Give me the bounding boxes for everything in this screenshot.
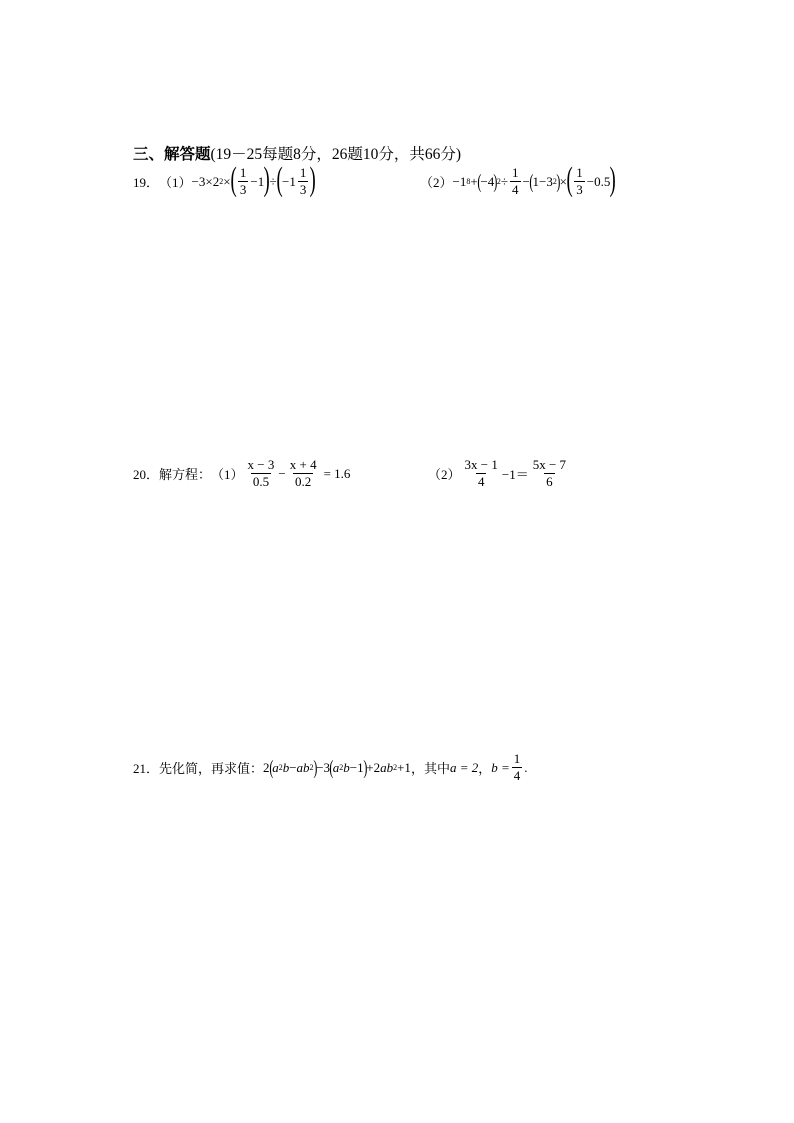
- question-19-part-2: [420, 160, 617, 198]
- question-21-end: .: [524, 759, 528, 775]
- question-21: [133, 752, 528, 783]
- section-heading: [133, 142, 461, 164]
- question-21-condition-b-prefix: b =: [491, 759, 510, 775]
- question-19-part-2-expression: −1 8 + ( −4 ) 2 ÷ $\frac{1}{4}$ − ( 1−3 2 ) × ( $\frac{1}{3}$ −0.5 ): [452, 160, 617, 198]
- question-19-part-1-expression: −3×2 2 × ( $\frac{1}{3}$ −1 ) ÷ ( −1 $\frac{1}{3}$ ): [191, 160, 317, 198]
- question-20-intro: 解方程：: [159, 467, 212, 482]
- question-20-part-2: [428, 458, 570, 489]
- question-21-expression: 2 ( a 2 b − ab 2 ) −3 ( a 2 b −1 ) +2 ab 2 +1: [263, 756, 411, 779]
- section-title: 三、解答题: [133, 146, 211, 163]
- question-19-number: 19．: [133, 175, 160, 190]
- section-score-note: (19－25每题8分，26题10分，共66分): [210, 146, 462, 163]
- question-19-part-1-label: （1）: [159, 175, 192, 190]
- question-21-number: 21．: [133, 761, 160, 776]
- question-20-part-2-label: （2）: [428, 467, 461, 482]
- question-19-part-2-label: （2）: [420, 175, 453, 190]
- question-19-part-1: [133, 160, 317, 198]
- question-21-comma: ，: [478, 761, 492, 776]
- question-21-condition-a: a = 2: [449, 759, 479, 775]
- question-21-condition-prefix: ，其中: [410, 761, 450, 776]
- question-20-part-1: [133, 458, 350, 489]
- question-20-part-1-equation: $\frac{x - 3}{0.5}$ − $\frac{x + 4}{0.2}$ = 1.6: [247, 457, 351, 489]
- question-20-part-2-equation: $\frac{3x - 1}{4}$ −1＝ $\frac{5x - 7}{6}$: [464, 457, 567, 489]
- question-21-b-fraction: $\frac{1}{4}$: [513, 751, 521, 783]
- question-20-part-1-label: （1）: [211, 467, 244, 482]
- question-20-number: 20．: [133, 467, 160, 482]
- question-21-intro: 先化简，再求值：: [159, 761, 264, 776]
